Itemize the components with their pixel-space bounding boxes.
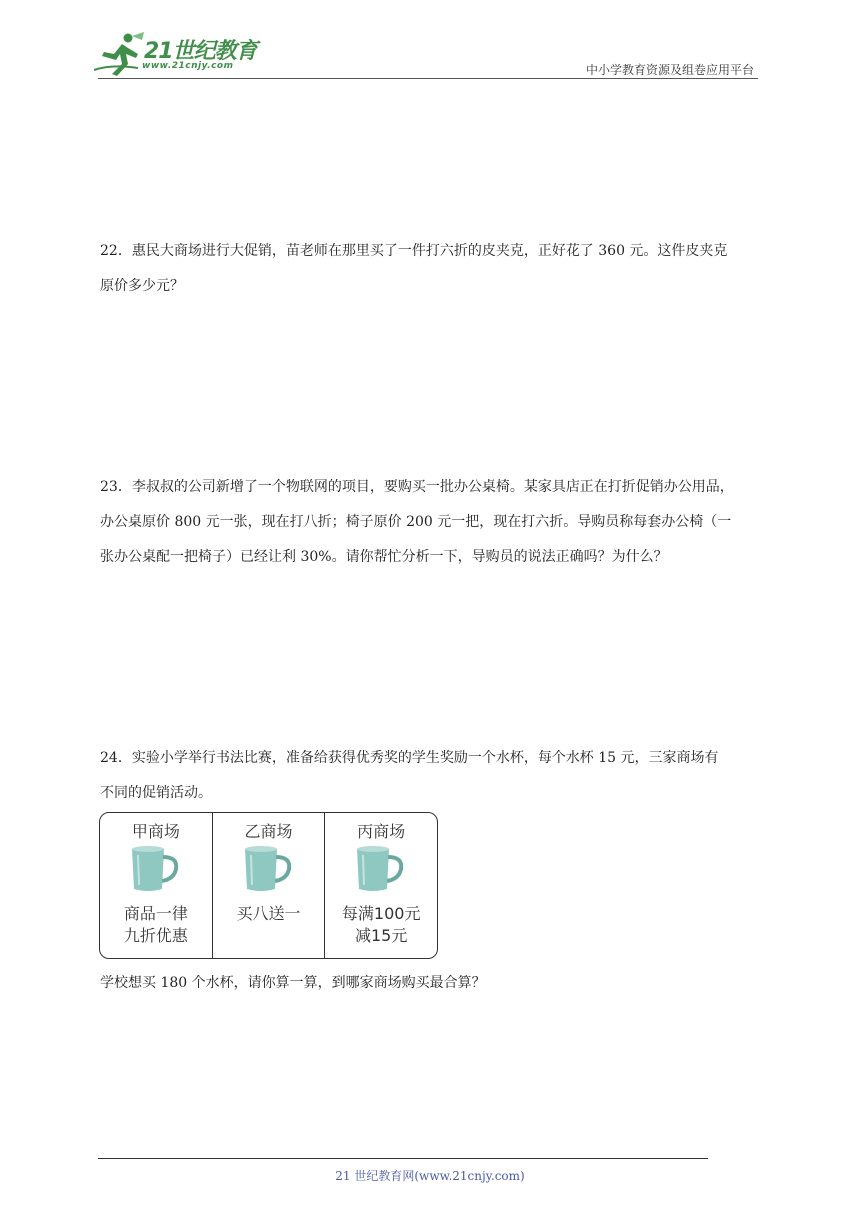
cup-icon: [353, 845, 409, 895]
question-line: 23．李叔叔的公司新增了一个物联网的项目，要购买一批办公桌椅。某家具店正在打折促销办公用品，: [100, 479, 734, 495]
logo-url: www.21cnjy.com: [142, 61, 234, 71]
store-offer: [213, 903, 325, 925]
question-line: 不同的促销活动。: [100, 785, 212, 801]
question-line: 24．实验小学举行书法比赛，准备给获得优秀奖的学生奖励一个水杯，每个水杯 15 元，三家商场有: [100, 750, 719, 766]
logo-text: 21世纪教育: [144, 39, 257, 64]
footer-link[interactable]: 21 世纪教育网(www.21cnjy.com): [335, 1169, 525, 1183]
question-24-followup: [100, 966, 765, 1001]
footer-divider: [98, 1158, 708, 1159]
store-cell-yi: [213, 813, 326, 958]
question-line: 学校想买 180 个水杯，请你算一算，到哪家商场购买最合算？: [100, 975, 486, 991]
store-name: 乙商场: [244, 822, 293, 841]
platform-label: 中小学教育资源及组卷应用平台: [585, 63, 754, 77]
cup-icon: [241, 845, 297, 895]
store-cell-jia: [100, 813, 213, 958]
runner-logo-icon: [92, 30, 152, 80]
offer-line: 买八送一: [236, 904, 301, 923]
logo: [92, 30, 262, 80]
store-name: 甲商场: [131, 822, 180, 841]
offer-line: 商品一律: [123, 904, 188, 923]
offer-line: 每满100元: [341, 904, 421, 923]
page-header: [0, 0, 860, 90]
question-line: 原价多少元？: [100, 278, 184, 294]
store-promotion-table: [99, 812, 438, 959]
store-offer: [325, 903, 437, 947]
store-name: 丙商场: [357, 822, 406, 841]
store-cell-bing: [325, 813, 437, 958]
store-offer: [100, 903, 212, 947]
question-22: [100, 234, 765, 304]
offer-line: 九折优惠: [123, 926, 188, 945]
question-23: [100, 470, 765, 575]
question-line: 张办公桌配一把椅子）已经让利 30%。请你帮忙分析一下，导购员的说法正确吗？为什么？: [100, 549, 668, 565]
header-divider: [98, 78, 758, 79]
question-24: [100, 741, 765, 811]
question-line: 22．惠民大商场进行大促销，苗老师在那里买了一件打六折的皮夹克，正好花了 360 元。这件皮夹克: [100, 243, 728, 259]
cup-icon: [128, 845, 184, 895]
offer-line: 减15元: [354, 926, 408, 945]
question-line: 办公桌原价 800 元一张，现在打八折；椅子原价 200 元一把，现在打六折。导购员称每套办公椅（一: [100, 514, 732, 530]
